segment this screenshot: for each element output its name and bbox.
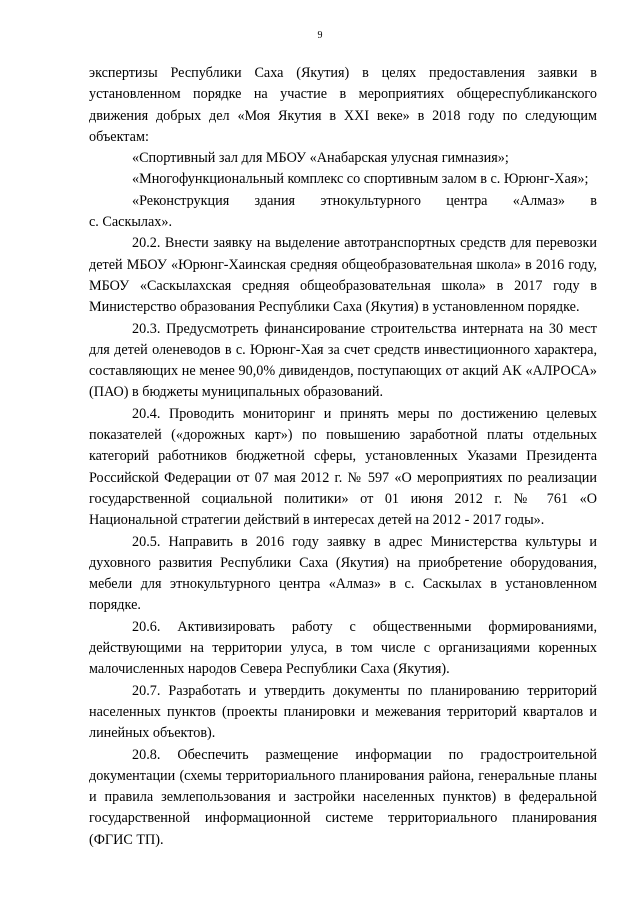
paragraph-20-8: 20.8. Обеспечить размещение информации по градостроительной документации (схемы территориального планирования района, генеральные планы и правила землепользования и застройки населенных пунктов) в федеральной государственной информационной системе территориального планирования (ФГИС ТП).: [89, 746, 597, 848]
paragraph-intro: экспертизы Республики Саха (Якутия) в целях предоставления заявки в установленном порядке на участие в мероприятиях общереспубликанского движения добрых дел «Моя Якутия в XXI веке» в 2018 году по следующим объектам:: [89, 65, 597, 145]
paragraph-20-4: 20.4. Проводить мониторинг и принять меры по достижению целевых показателей («дорожных карт») по повышению заработной платы отдельных категорий работников бюджетной сферы, установленных Указами Президента Российской Федерации от 07 мая 2012 г. № 597 «О мероприятиях по реализации государственной социальной политики» от 01 июня 2012 г. № 761 «О Национальной стратегии действий в интересах детей на 2012 - 2017 годы».: [89, 405, 597, 529]
paragraph-20-6: 20.6. Активизировать работу с общественными формированиями, действующими на территории улуса, в том числе с организациями коренных малочисленных народов Севера Республики Саха (Якутия).: [89, 618, 597, 678]
page-number: 9: [317, 30, 323, 41]
paragraph-20-5: 20.5. Направить в 2016 году заявку в адрес Министерства культуры и духовного развития Республики Саха (Якутия) на приобретение оборудования, мебели для этнокультурного центра «Алмаз» в с. Саскылах в установленном порядке.: [89, 533, 597, 614]
paragraph-20-7: 20.7. Разработать и утвердить документы по планированию территорий населенных пунктов (проекты планировки и межевания территорий кварталов и линейных объектов).: [89, 682, 597, 742]
paragraph-object-reconstruction-end: с. Саскылах».: [89, 214, 172, 231]
paragraph-20-3: 20.3. Предусмотреть финансирование строительства интерната на 30 мест для детей оленеводов в с. Юрюнг-Хая за счет средств инвестиционного характера, составляющих не менее 90,0% дивидендов, поступающих от акций АК «АЛРОСА» (ПАО) в бюджеты муниципальных образований.: [89, 320, 597, 401]
paragraph-object-multifunctional-complex: «Многофункциональный комплекс со спортивным залом в с. Юрюнг-Хая»;: [132, 171, 589, 188]
paragraph-object-reconstruction: «Реконструкция здания этнокультурного центра «Алмаз» в: [132, 192, 597, 209]
paragraph-20-2: 20.2. Внести заявку на выделение автотранспортных средств для перевозки детей МБОУ «Юрюнг-Хаинская средняя общеобразовательная школа» в 2016 году, МБОУ «Саскылахская средняя общеобразовательная школа» в 2017 году в Министерство образования Республики Саха (Якутия) в установленном порядке.: [89, 235, 597, 316]
document-body: [89, 63, 597, 851]
paragraph-object-sports-hall: «Спортивный зал для МБОУ «Анабарская улусная гимназия»;: [132, 150, 509, 167]
